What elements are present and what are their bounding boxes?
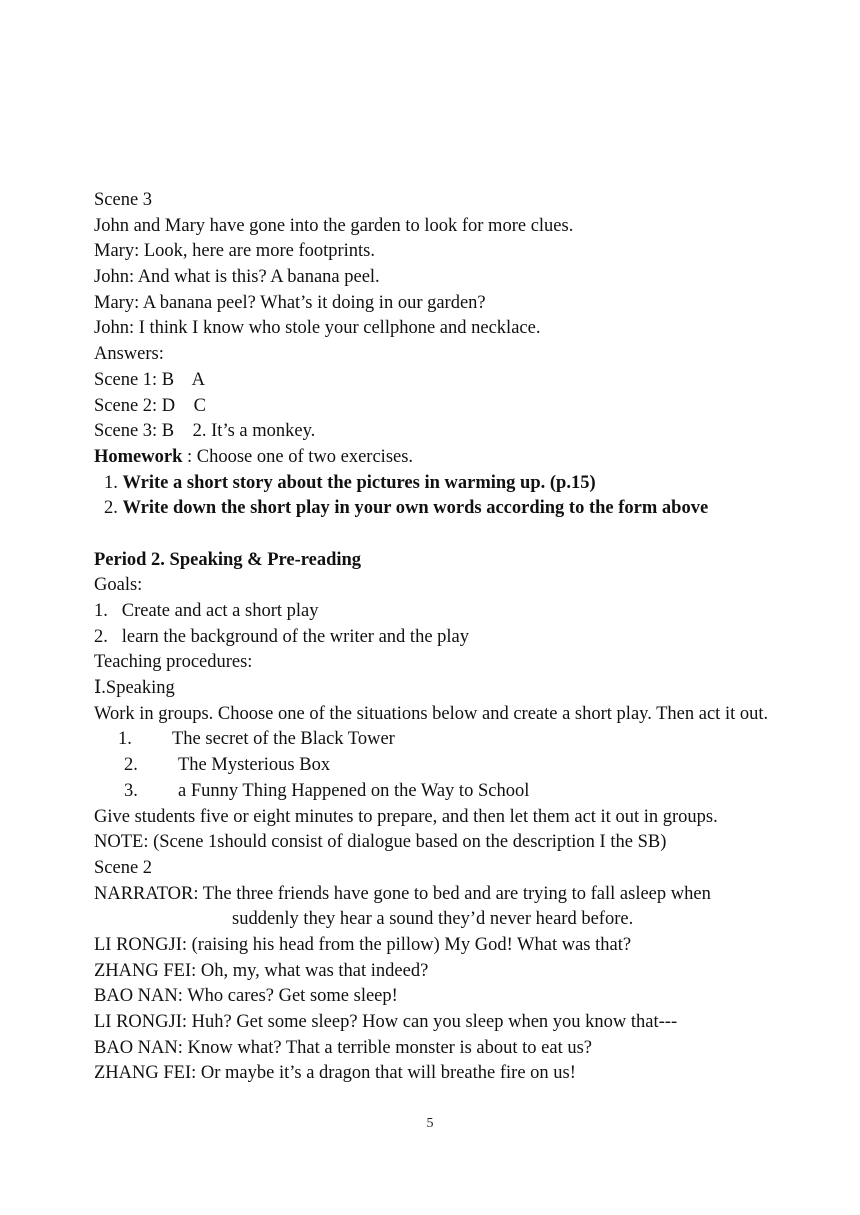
dialogue-line: LI RONGJI: (raising his head from the pillow) My God! What was that? xyxy=(94,934,632,955)
answer-item: Scene 2: D C xyxy=(94,395,207,416)
scene2-heading: Scene 2 xyxy=(94,857,153,878)
homework-item xyxy=(94,496,774,522)
speaking-label: Ⅰ.Speaking xyxy=(94,678,175,699)
homework-line xyxy=(94,445,774,471)
period2-heading: Period 2. Speaking & Pre-reading xyxy=(94,549,362,570)
situation-number: 1. xyxy=(118,729,132,750)
dialogue-line: LI RONGJI: Huh? Get some sleep? How can you sleep when you know that--- xyxy=(94,1012,678,1033)
scene3-line: John and Mary have gone into the garden to look for more clues. xyxy=(94,215,574,236)
speaking-instruction: Work in groups. Choose one of the situations below and create a short play. Then act it out. xyxy=(94,703,769,724)
homework-item-text: Write down the short play in your own words according to the form above xyxy=(122,498,709,519)
goal-item: 2. learn the background of the writer and the play xyxy=(94,626,470,647)
dialogue-line: ZHANG FEI: Or maybe it’s a dragon that will breathe fire on us! xyxy=(94,1063,576,1084)
scene3-heading: Scene 3 xyxy=(94,190,153,210)
homework-label: Homework xyxy=(94,446,183,467)
situation-number: 3. xyxy=(124,780,138,801)
situation-text: a Funny Thing Happened on the Way to School xyxy=(178,780,530,801)
blank-line xyxy=(94,522,774,548)
homework-item-number: 2. xyxy=(104,498,123,519)
answer-item: Scene 3: B 2. It’s a monkey. xyxy=(94,421,316,442)
situation-item xyxy=(94,727,774,753)
situation-text: The Mysterious Box xyxy=(178,755,331,776)
narrator-line: NARRATOR: The three friends have gone to bed and are trying to fall asleep when xyxy=(94,883,711,904)
scene3-line: John: And what is this? A banana peel. xyxy=(94,267,380,288)
prep-instruction: Give students five or eight minutes to prepare, and then let them act it out in groups. xyxy=(94,806,718,827)
homework-item xyxy=(94,471,774,497)
procedures-label: Teaching procedures: xyxy=(94,652,253,673)
dialogue-line: BAO NAN: Who cares? Get some sleep! xyxy=(94,986,398,1007)
goals-label: Goals: xyxy=(94,575,143,596)
narrator-continuation: suddenly they hear a sound they’d never heard before. xyxy=(232,909,634,930)
scene3-line: Mary: Look, here are more footprints. xyxy=(94,241,376,262)
situation-item xyxy=(94,753,774,779)
situation-text: The secret of the Black Tower xyxy=(172,729,395,750)
situation-number: 2. xyxy=(124,755,138,776)
situation-item xyxy=(94,779,774,805)
answer-item: Scene 1: B A xyxy=(94,369,205,390)
goal-item: 1. Create and act a short play xyxy=(94,601,319,621)
page-number: 5 xyxy=(426,1116,434,1131)
homework-text: : Choose one of two exercises. xyxy=(182,446,414,467)
dialogue-line: ZHANG FEI: Oh, my, what was that indeed? xyxy=(94,960,429,981)
answers-label: Answers: xyxy=(94,344,164,365)
note-line: NOTE: (Scene 1should consist of dialogue based on the description I the SB) xyxy=(94,832,667,853)
dialogue-line: BAO NAN: Know what? That a terrible monster is about to eat us? xyxy=(94,1037,593,1058)
scene3-line: Mary: A banana peel? What’s it doing in our garden? xyxy=(94,292,486,313)
scene3-line: John: I think I know who stole your cellphone and necklace. xyxy=(94,318,541,339)
homework-item-number: 1. xyxy=(104,472,123,493)
page-content xyxy=(94,188,774,1087)
homework-item-text: Write a short story about the pictures in warming up. (p.15) xyxy=(122,472,596,493)
